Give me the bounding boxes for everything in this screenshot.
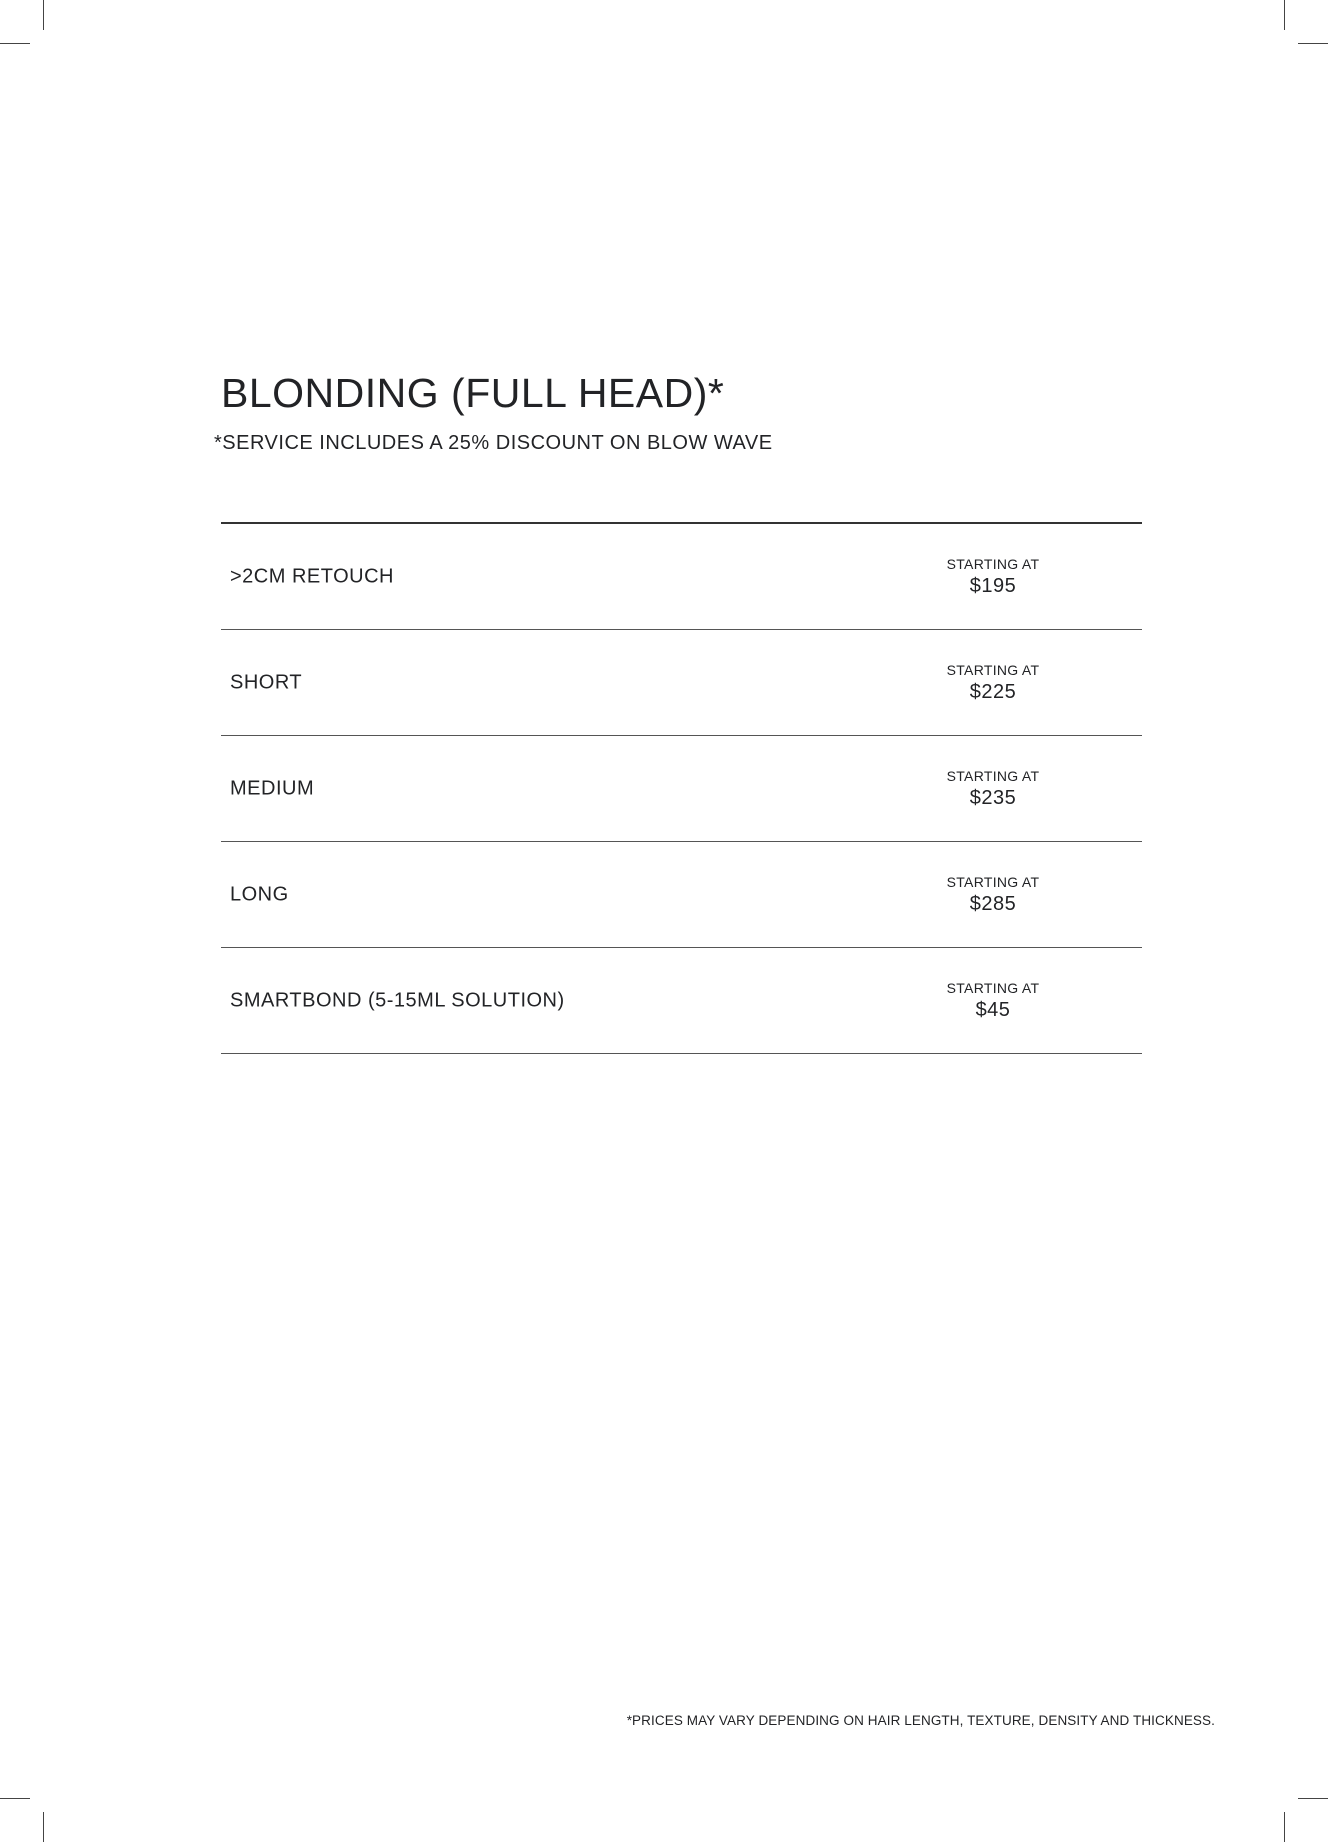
price-value: $45 [975, 998, 1011, 1021]
crop-mark-top-left-horizontal [0, 43, 30, 44]
price-row-long [221, 842, 1142, 948]
price-value: $285 [969, 892, 1017, 915]
service-name: LONG [230, 883, 289, 905]
crop-mark-bottom-left-vertical [43, 1812, 44, 1842]
crop-mark-bottom-right-horizontal [1298, 1798, 1328, 1799]
service-name: MEDIUM [230, 777, 315, 799]
crop-mark-bottom-right-vertical [1284, 1812, 1285, 1842]
service-name: >2CM RETOUCH [230, 565, 394, 587]
price-caption: STARTING AT [946, 873, 1040, 890]
price-caption: STARTING AT [946, 555, 1040, 572]
page-title: BLONDING (FULL HEAD)* [221, 370, 725, 416]
price-cell [918, 661, 1068, 705]
service-name: SHORT [230, 671, 303, 693]
price-cell [918, 767, 1068, 811]
crop-mark-top-right-horizontal [1298, 43, 1328, 44]
price-value: $225 [969, 680, 1017, 703]
price-caption: STARTING AT [946, 767, 1040, 784]
page-subtitle: *SERVICE INCLUDES A 25% DISCOUNT ON BLOW WAVE [214, 432, 773, 454]
price-row-smartbond [221, 948, 1142, 1054]
price-cell [918, 555, 1068, 599]
prices-disclaimer: *PRICES MAY VARY DEPENDING ON HAIR LENGTH, TEXTURE, DENSITY AND THICKNESS. [626, 1713, 1215, 1728]
crop-mark-bottom-left-horizontal [0, 1798, 30, 1799]
price-cell [918, 979, 1068, 1023]
price-table [221, 522, 1142, 1054]
service-name: SMARTBOND (5-15ML SOLUTION) [230, 989, 565, 1011]
price-value: $195 [969, 574, 1017, 597]
price-cell [918, 873, 1068, 917]
crop-mark-top-right-vertical [1284, 0, 1285, 30]
price-value: $235 [969, 786, 1017, 809]
price-caption: STARTING AT [946, 661, 1040, 678]
price-row-short [221, 630, 1142, 736]
price-row-retouch [221, 524, 1142, 630]
crop-mark-top-left-vertical [43, 0, 44, 30]
price-caption: STARTING AT [946, 979, 1040, 996]
price-row-medium [221, 736, 1142, 842]
